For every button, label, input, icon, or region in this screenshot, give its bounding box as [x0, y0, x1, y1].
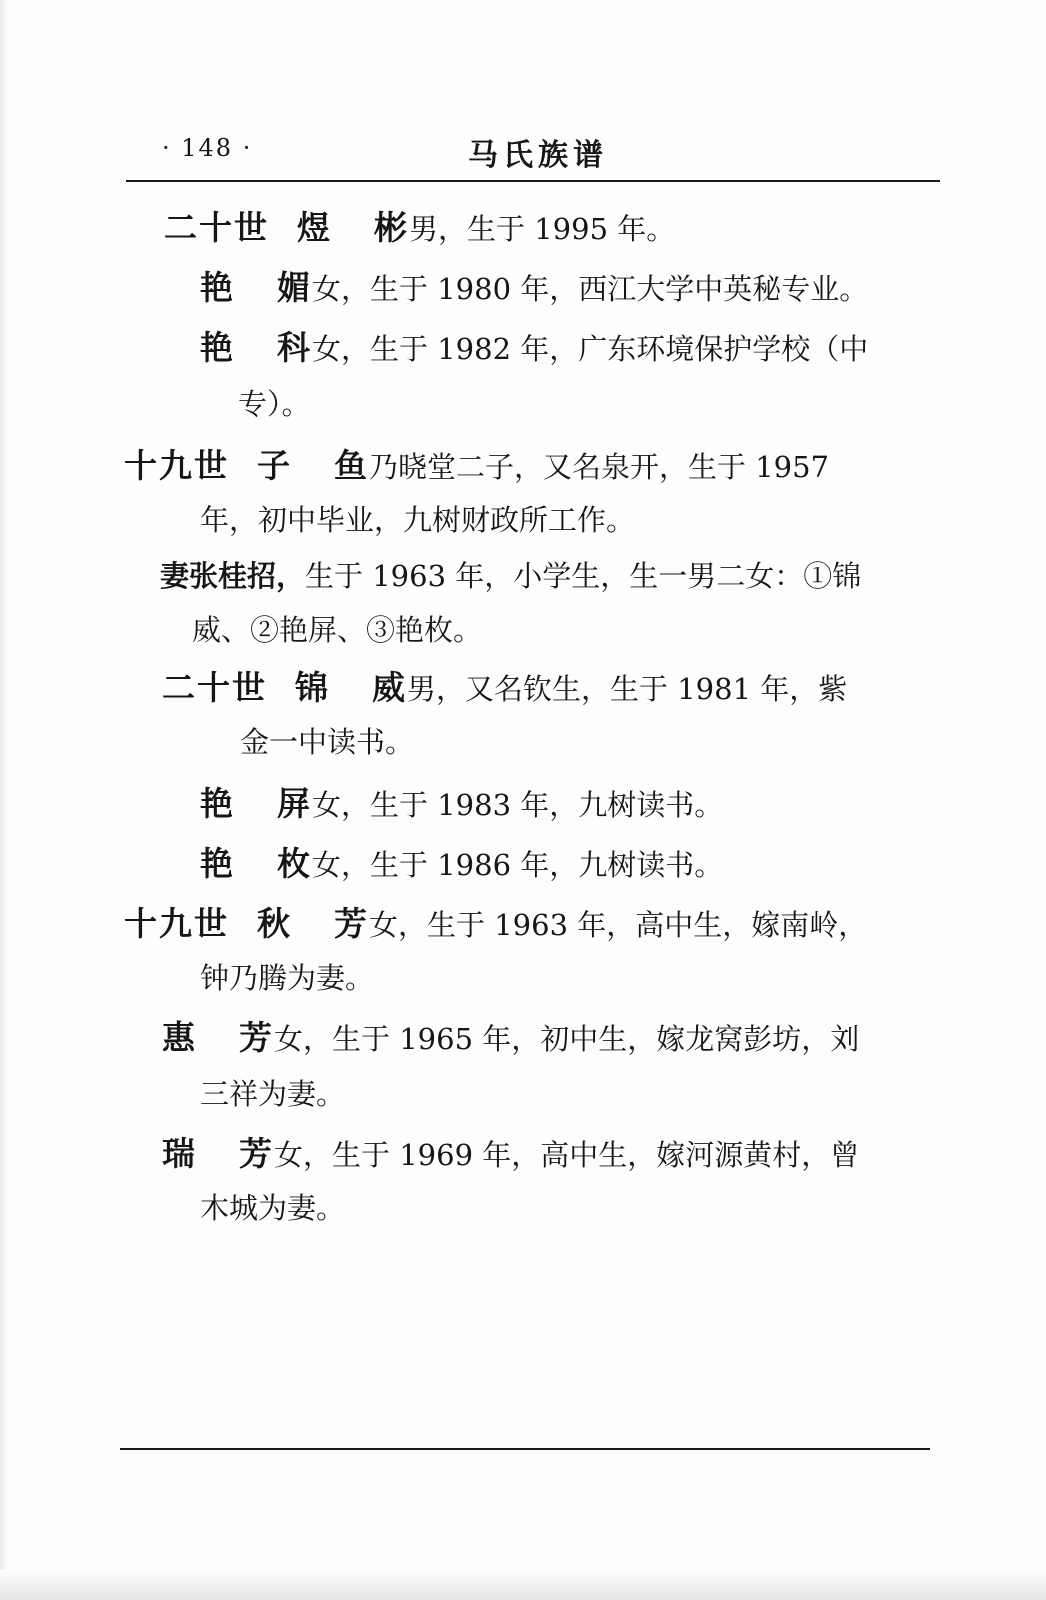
person-name: 煜 彬 [297, 208, 409, 247]
spouse-label: 妻张桂招， [160, 559, 306, 593]
entry-text: 乃晓堂二子，又名泉开，生于 1957 [369, 450, 830, 484]
entry-text: 女，生于 1983 年，九树读书。 [312, 788, 724, 822]
generation-label: 二十世 [164, 208, 269, 247]
person-name: 惠 芳 [162, 1018, 274, 1057]
running-header [128, 130, 940, 173]
person-name: 艳 屏 [200, 784, 312, 823]
generation-label: 十九世 [124, 446, 229, 485]
entry-line [124, 904, 867, 944]
book-title: 马氏族谱 [468, 138, 608, 173]
entry-line [200, 844, 723, 884]
entry-line [200, 268, 868, 308]
entry-text: 女，生于 1963 年，高中生，嫁南岭， [369, 908, 868, 942]
entry-continuation [192, 610, 482, 650]
entry-text: 女，生于 1969 年，高中生，嫁河源黄村，曾 [274, 1138, 860, 1172]
page-bottom-shadow [0, 1570, 1046, 1600]
footer-rule [120, 1448, 930, 1450]
generation-label: 二十世 [162, 668, 267, 707]
person-name: 艳 媚 [200, 268, 312, 307]
entry-text: 钟乃腾为妻。 [200, 961, 375, 995]
spouse-line [160, 556, 861, 596]
person-name: 锦 威 [295, 668, 407, 707]
entry-line [162, 1134, 859, 1174]
generation-label: 十九世 [124, 904, 229, 943]
entry-continuation [200, 1188, 345, 1228]
person-name: 子 鱼 [257, 446, 369, 485]
entry-text: 生于 1963 年，小学生，生一男二女：①锦 [305, 559, 862, 593]
entry-line [200, 784, 723, 824]
entry-text: 木城为妻。 [200, 1191, 346, 1225]
entry-text: 三祥为妻。 [200, 1077, 346, 1111]
entry-text: 威、②艳屏、③艳枚。 [192, 613, 483, 647]
person-name: 瑞 芳 [162, 1134, 274, 1173]
entry-text: 金一中读书。 [240, 725, 415, 759]
entry-text: 男，生于 1995 年。 [409, 212, 676, 246]
entry-continuation [200, 958, 374, 998]
entry-text: 女，生于 1980 年，西江大学中英秘专业。 [312, 272, 869, 306]
header-rule [126, 180, 940, 182]
entry-text: 女，生于 1965 年，初中生，嫁龙窝彭坊，刘 [274, 1022, 860, 1056]
entry-line [124, 446, 829, 486]
person-name: 艳 科 [200, 328, 312, 367]
entry-line [162, 668, 847, 708]
entry-continuation [240, 722, 414, 762]
page-edge-shadow [0, 0, 8, 1600]
entry-text: 专）。 [238, 387, 311, 421]
entry-continuation [200, 1074, 345, 1114]
entry-text: 女，生于 1986 年，九树读书。 [312, 848, 724, 882]
entry-text: 男，又名钦生，生于 1981 年，紫 [407, 672, 848, 706]
entry-text: 年，初中毕业，九树财政所工作。 [200, 503, 636, 537]
entry-text: 女，生于 1982 年，广东环境保护学校（中 [312, 332, 869, 366]
person-name: 秋 芳 [257, 904, 369, 943]
person-name: 艳 枚 [200, 844, 312, 883]
entry-line [164, 208, 675, 248]
page-number: · 148 · [162, 134, 253, 162]
entry-line [162, 1018, 859, 1058]
entry-continuation [200, 500, 635, 540]
entry-line [200, 328, 922, 368]
entry-continuation [238, 384, 311, 424]
